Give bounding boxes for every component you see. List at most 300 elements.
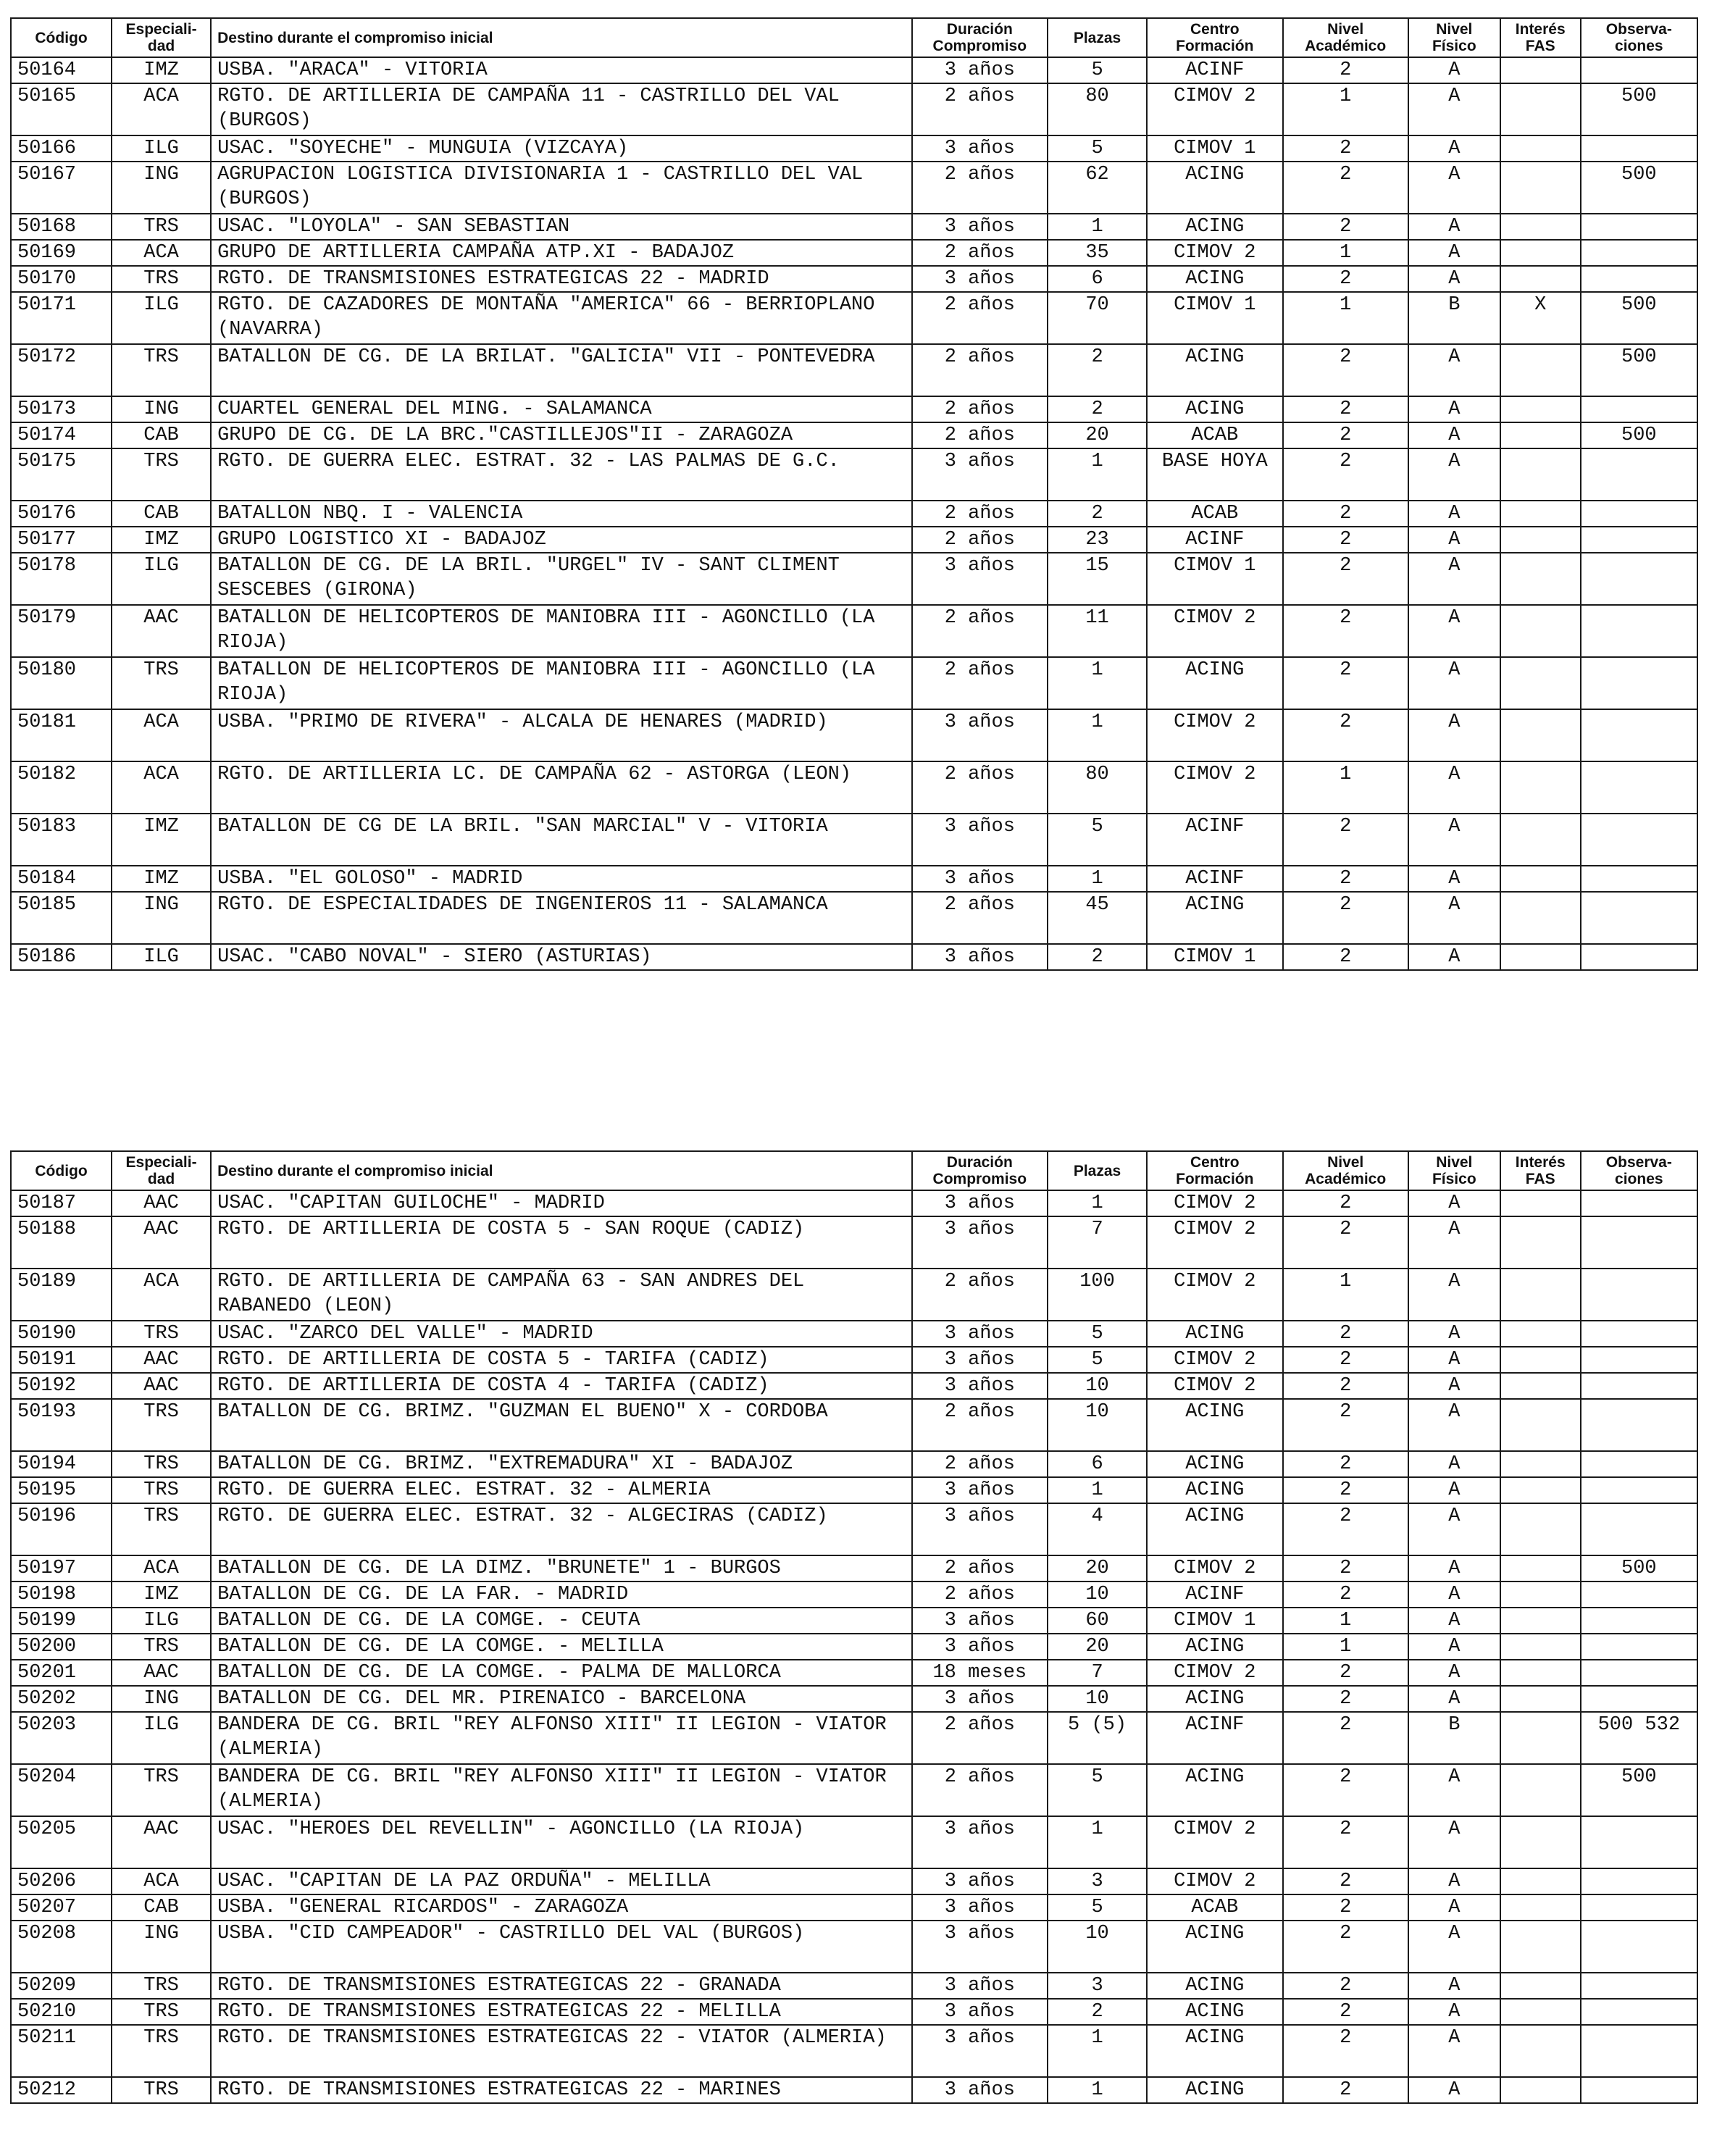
codigo-cell: 50169 [11, 240, 112, 266]
especialidad-cell: ILG [112, 1712, 211, 1764]
centro-cell: ACING [1147, 162, 1282, 214]
codigo-cell: 50208 [11, 1921, 112, 1973]
plazas-cell: 5 [1048, 814, 1147, 866]
observaciones-cell: 500 [1581, 1555, 1697, 1582]
nivel-academico-cell: 2 [1283, 1816, 1408, 1868]
codigo-cell: 50204 [11, 1764, 112, 1816]
centro-cell: ACINF [1147, 1712, 1282, 1764]
nivel-academico-cell: 2 [1283, 605, 1408, 657]
nivel-academico-cell: 1 [1283, 83, 1408, 135]
nivel-fisico-cell: A [1408, 396, 1500, 422]
nivel-academico-cell: 1 [1283, 240, 1408, 266]
observaciones-cell [1581, 57, 1697, 83]
nivel-academico-cell: 2 [1283, 1973, 1408, 1999]
table-row [11, 761, 1697, 814]
codigo-cell: 50176 [11, 501, 112, 527]
header-duracion: Duración Compromiso [912, 18, 1048, 57]
especialidad-cell: TRS [112, 1399, 211, 1451]
duracion-cell: 3 años [912, 266, 1048, 292]
destino-cell: BATALLON DE CG. DEL MR. PIRENAICO - BARCELONA [211, 1686, 911, 1712]
plazas-cell: 10 [1048, 1582, 1147, 1608]
interes-fas-cell [1500, 1634, 1581, 1660]
nivel-academico-cell: 2 [1283, 1503, 1408, 1555]
destino-cell: RGTO. DE GUERRA ELEC. ESTRAT. 32 - ALGECIRAS (CADIZ) [211, 1503, 911, 1555]
duracion-cell: 18 meses [912, 1660, 1048, 1686]
especialidad-cell: ING [112, 1686, 211, 1712]
especialidad-cell: ING [112, 162, 211, 214]
interes-fas-cell [1500, 501, 1581, 527]
destino-cell: BATALLON DE CG. BRIMZ. "EXTREMADURA" XI - BADAJOZ [211, 1451, 911, 1477]
header-codigo: Código [11, 18, 112, 57]
nivel-academico-cell: 2 [1283, 709, 1408, 761]
nivel-academico-cell: 2 [1283, 1999, 1408, 2025]
especialidad-cell: TRS [112, 448, 211, 501]
plazas-cell: 2 [1048, 944, 1147, 970]
table-row [11, 1660, 1697, 1686]
interes-fas-cell [1500, 1712, 1581, 1764]
plazas-cell: 10 [1048, 1373, 1147, 1399]
especialidad-cell: IMZ [112, 866, 211, 892]
centro-cell: CIMOV 1 [1147, 944, 1282, 970]
table-row [11, 266, 1697, 292]
especialidad-cell: ACA [112, 1868, 211, 1894]
plazas-cell: 10 [1048, 1921, 1147, 1973]
especialidad-cell: AAC [112, 1190, 211, 1216]
destino-cell: USAC. "HEROES DEL REVELLIN" - AGONCILLO (LA RIOJA) [211, 1816, 911, 1868]
especialidad-cell: IMZ [112, 1582, 211, 1608]
plazas-cell: 20 [1048, 1555, 1147, 1582]
interes-fas-cell [1500, 1764, 1581, 1816]
codigo-cell: 50184 [11, 866, 112, 892]
especialidad-cell: ACA [112, 709, 211, 761]
interes-fas-cell [1500, 162, 1581, 214]
duracion-cell: 3 años [912, 944, 1048, 970]
observaciones-cell [1581, 1973, 1697, 1999]
header-codigo: Código [11, 1151, 112, 1190]
plazas-cell: 5 [1048, 1894, 1147, 1921]
duracion-cell: 3 años [912, 1686, 1048, 1712]
duracion-cell: 3 años [912, 1634, 1048, 1660]
plazas-cell: 7 [1048, 1660, 1147, 1686]
nivel-academico-cell: 2 [1283, 814, 1408, 866]
header-centro: Centro Formación [1147, 18, 1282, 57]
nivel-academico-cell: 2 [1283, 57, 1408, 83]
nivel-fisico-cell: A [1408, 1269, 1500, 1321]
destino-cell: BATALLON DE CG. BRIMZ. "GUZMAN EL BUENO" X - CORDOBA [211, 1399, 911, 1451]
nivel-academico-cell: 2 [1283, 2077, 1408, 2103]
plazas-cell: 1 [1048, 657, 1147, 709]
observaciones-cell [1581, 1373, 1697, 1399]
plazas-cell: 5 [1048, 1347, 1147, 1373]
table-row [11, 135, 1697, 162]
especialidad-cell: ACA [112, 1555, 211, 1582]
centro-cell: ACING [1147, 1321, 1282, 1347]
interes-fas-cell [1500, 1921, 1581, 1973]
centro-cell: ACINF [1147, 527, 1282, 553]
interes-fas-cell [1500, 1321, 1581, 1347]
destino-cell: CUARTEL GENERAL DEL MING. - SALAMANCA [211, 396, 911, 422]
destino-cell: BANDERA DE CG. BRIL "REY ALFONSO XIII" II LEGION - VIATOR (ALMERIA) [211, 1712, 911, 1764]
nivel-academico-cell: 1 [1283, 1634, 1408, 1660]
especialidad-cell: TRS [112, 1973, 211, 1999]
observaciones-cell [1581, 1347, 1697, 1373]
especialidad-cell: TRS [112, 1321, 211, 1347]
nivel-academico-cell: 2 [1283, 344, 1408, 396]
destino-cell: BANDERA DE CG. BRIL "REY ALFONSO XIII" II LEGION - VIATOR (ALMERIA) [211, 1764, 911, 1816]
interes-fas-cell [1500, 1190, 1581, 1216]
table-row [11, 396, 1697, 422]
header-observaciones: Observa- ciones [1581, 1151, 1697, 1190]
nivel-fisico-cell: A [1408, 240, 1500, 266]
interes-fas-cell [1500, 1999, 1581, 2025]
interes-fas-cell [1500, 1347, 1581, 1373]
header-interes-fas: Interés FAS [1500, 1151, 1581, 1190]
nivel-academico-cell: 2 [1283, 1764, 1408, 1816]
centro-cell: CIMOV 2 [1147, 605, 1282, 657]
centro-cell: BASE HOYA [1147, 448, 1282, 501]
header-interes-fas: Interés FAS [1500, 18, 1581, 57]
duracion-cell: 3 años [912, 1921, 1048, 1973]
nivel-academico-cell: 2 [1283, 1582, 1408, 1608]
plazas-cell: 3 [1048, 1868, 1147, 1894]
observaciones-cell [1581, 266, 1697, 292]
nivel-academico-cell: 2 [1283, 396, 1408, 422]
especialidad-cell: AAC [112, 1373, 211, 1399]
plazas-cell: 20 [1048, 422, 1147, 448]
interes-fas-cell [1500, 83, 1581, 135]
table-row [11, 657, 1697, 709]
observaciones-cell [1581, 214, 1697, 240]
destino-cell: RGTO. DE CAZADORES DE MONTAÑA "AMERICA" 66 - BERRIOPLANO (NAVARRA) [211, 292, 911, 344]
duracion-cell: 3 años [912, 1816, 1048, 1868]
codigo-cell: 50203 [11, 1712, 112, 1764]
destino-cell: BATALLON DE CG. DE LA COMGE. - MELILLA [211, 1634, 911, 1660]
table-row [11, 1582, 1697, 1608]
table-row [11, 1373, 1697, 1399]
especialidad-cell: ING [112, 892, 211, 944]
destino-cell: BATALLON DE CG. DE LA BRILAT. "GALICIA" VII - PONTEVEDRA [211, 344, 911, 396]
plazas-cell: 10 [1048, 1686, 1147, 1712]
interes-fas-cell [1500, 657, 1581, 709]
interes-fas-cell [1500, 944, 1581, 970]
codigo-cell: 50165 [11, 83, 112, 135]
table-row [11, 422, 1697, 448]
destino-cell: RGTO. DE TRANSMISIONES ESTRATEGICAS 22 - MARINES [211, 2077, 911, 2103]
duracion-cell: 3 años [912, 1477, 1048, 1503]
centro-cell: ACING [1147, 344, 1282, 396]
destino-cell: BATALLON DE CG. DE LA BRIL. "URGEL" IV - SANT CLIMENT SESCEBES (GIRONA) [211, 553, 911, 605]
centro-cell: ACING [1147, 396, 1282, 422]
observaciones-cell [1581, 605, 1697, 657]
duracion-cell: 3 años [912, 1321, 1048, 1347]
nivel-fisico-cell: A [1408, 944, 1500, 970]
interes-fas-cell [1500, 709, 1581, 761]
table-row [11, 866, 1697, 892]
observaciones-cell [1581, 657, 1697, 709]
codigo-cell: 50172 [11, 344, 112, 396]
table-row [11, 240, 1697, 266]
nivel-fisico-cell: A [1408, 501, 1500, 527]
table-row [11, 2077, 1697, 2103]
destino-cell: USBA. "PRIMO DE RIVERA" - ALCALA DE HENARES (MADRID) [211, 709, 911, 761]
destinations-table-1 [10, 17, 1698, 971]
nivel-fisico-cell: A [1408, 1764, 1500, 1816]
nivel-academico-cell: 2 [1283, 1921, 1408, 1973]
nivel-fisico-cell: A [1408, 1582, 1500, 1608]
nivel-academico-cell: 2 [1283, 422, 1408, 448]
header-especialidad: Especiali- dad [112, 1151, 211, 1190]
plazas-cell: 62 [1048, 162, 1147, 214]
interes-fas-cell [1500, 448, 1581, 501]
destino-cell: RGTO. DE ESPECIALIDADES DE INGENIEROS 11 - SALAMANCA [211, 892, 911, 944]
nivel-fisico-cell: A [1408, 527, 1500, 553]
duracion-cell: 2 años [912, 1712, 1048, 1764]
table-row [11, 814, 1697, 866]
centro-cell: ACAB [1147, 1894, 1282, 1921]
plazas-cell: 1 [1048, 448, 1147, 501]
table-row [11, 1347, 1697, 1373]
plazas-cell: 15 [1048, 553, 1147, 605]
plazas-cell: 2 [1048, 501, 1147, 527]
nivel-academico-cell: 2 [1283, 162, 1408, 214]
duracion-cell: 3 años [912, 1894, 1048, 1921]
codigo-cell: 50202 [11, 1686, 112, 1712]
destino-cell: GRUPO DE CG. DE LA BRC."CASTILLEJOS"II - ZARAGOZA [211, 422, 911, 448]
interes-fas-cell [1500, 1660, 1581, 1686]
especialidad-cell: ACA [112, 83, 211, 135]
nivel-academico-cell: 2 [1283, 266, 1408, 292]
destino-cell: AGRUPACION LOGISTICA DIVISIONARIA 1 - CASTRILLO DEL VAL (BURGOS) [211, 162, 911, 214]
destino-cell: RGTO. DE ARTILLERIA LC. DE CAMPAÑA 62 - ASTORGA (LEON) [211, 761, 911, 814]
plazas-cell: 80 [1048, 761, 1147, 814]
nivel-fisico-cell: A [1408, 1190, 1500, 1216]
especialidad-cell: TRS [112, 1634, 211, 1660]
plazas-cell: 6 [1048, 1451, 1147, 1477]
codigo-cell: 50183 [11, 814, 112, 866]
observaciones-cell [1581, 1503, 1697, 1555]
especialidad-cell: TRS [112, 214, 211, 240]
duracion-cell: 2 años [912, 605, 1048, 657]
codigo-cell: 50194 [11, 1451, 112, 1477]
table-row [11, 57, 1697, 83]
codigo-cell: 50181 [11, 709, 112, 761]
observaciones-cell [1581, 1477, 1697, 1503]
observaciones-cell [1581, 1921, 1697, 1973]
table-row [11, 1999, 1697, 2025]
duracion-cell: 2 años [912, 240, 1048, 266]
centro-cell: ACING [1147, 1999, 1282, 2025]
destino-cell: RGTO. DE GUERRA ELEC. ESTRAT. 32 - LAS PALMAS DE G.C. [211, 448, 911, 501]
observaciones-cell: 500 532 [1581, 1712, 1697, 1764]
observaciones-cell [1581, 1868, 1697, 1894]
nivel-fisico-cell: A [1408, 709, 1500, 761]
plazas-cell: 10 [1048, 1399, 1147, 1451]
codigo-cell: 50187 [11, 1190, 112, 1216]
plazas-cell: 5 (5) [1048, 1712, 1147, 1764]
destino-cell: BATALLON NBQ. I - VALENCIA [211, 501, 911, 527]
interes-fas-cell [1500, 396, 1581, 422]
especialidad-cell: ACA [112, 1269, 211, 1321]
observaciones-cell [1581, 892, 1697, 944]
destino-cell: BATALLON DE HELICOPTEROS DE MANIOBRA III - AGONCILLO (LA RIOJA) [211, 605, 911, 657]
nivel-fisico-cell: A [1408, 866, 1500, 892]
especialidad-cell: ILG [112, 944, 211, 970]
duracion-cell: 2 años [912, 344, 1048, 396]
centro-cell: CIMOV 1 [1147, 1608, 1282, 1634]
interes-fas-cell [1500, 892, 1581, 944]
nivel-academico-cell: 1 [1283, 1608, 1408, 1634]
centro-cell: ACING [1147, 2025, 1282, 2077]
header-centro: Centro Formación [1147, 1151, 1282, 1190]
codigo-cell: 50196 [11, 1503, 112, 1555]
centro-cell: ACINF [1147, 814, 1282, 866]
plazas-cell: 2 [1048, 396, 1147, 422]
observaciones-cell [1581, 1686, 1697, 1712]
nivel-academico-cell: 2 [1283, 1399, 1408, 1451]
interes-fas-cell [1500, 1503, 1581, 1555]
centro-cell: ACING [1147, 1634, 1282, 1660]
interes-fas-cell [1500, 1555, 1581, 1582]
duracion-cell: 3 años [912, 135, 1048, 162]
destino-cell: USAC. "CAPITAN GUILOCHE" - MADRID [211, 1190, 911, 1216]
centro-cell: CIMOV 1 [1147, 135, 1282, 162]
duracion-cell: 2 años [912, 657, 1048, 709]
codigo-cell: 50200 [11, 1634, 112, 1660]
duracion-cell: 2 años [912, 761, 1048, 814]
nivel-fisico-cell: A [1408, 657, 1500, 709]
destino-cell: USBA. "EL GOLOSO" - MADRID [211, 866, 911, 892]
especialidad-cell: AAC [112, 1816, 211, 1868]
observaciones-cell: 500 [1581, 344, 1697, 396]
observaciones-cell [1581, 944, 1697, 970]
destino-cell: RGTO. DE TRANSMISIONES ESTRATEGICAS 22 - VIATOR (ALMERIA) [211, 2025, 911, 2077]
plazas-cell: 2 [1048, 344, 1147, 396]
codigo-cell: 50164 [11, 57, 112, 83]
table-row [11, 1921, 1697, 1973]
codigo-cell: 50170 [11, 266, 112, 292]
duracion-cell: 3 años [912, 448, 1048, 501]
especialidad-cell: TRS [112, 344, 211, 396]
destino-cell: RGTO. DE ARTILLERIA DE CAMPAÑA 11 - CASTRILLO DEL VAL (BURGOS) [211, 83, 911, 135]
especialidad-cell: ING [112, 396, 211, 422]
plazas-cell: 6 [1048, 266, 1147, 292]
nivel-academico-cell: 2 [1283, 1190, 1408, 1216]
centro-cell: ACINF [1147, 866, 1282, 892]
duracion-cell: 3 años [912, 1868, 1048, 1894]
observaciones-cell [1581, 1321, 1697, 1347]
especialidad-cell: TRS [112, 2077, 211, 2103]
especialidad-cell: ING [112, 1921, 211, 1973]
nivel-academico-cell: 2 [1283, 448, 1408, 501]
especialidad-cell: IMZ [112, 527, 211, 553]
nivel-fisico-cell: A [1408, 553, 1500, 605]
observaciones-cell [1581, 396, 1697, 422]
codigo-cell: 50198 [11, 1582, 112, 1608]
duracion-cell: 3 años [912, 214, 1048, 240]
nivel-fisico-cell: A [1408, 605, 1500, 657]
centro-cell: CIMOV 2 [1147, 83, 1282, 135]
especialidad-cell: IMZ [112, 57, 211, 83]
nivel-fisico-cell: A [1408, 1686, 1500, 1712]
nivel-fisico-cell: A [1408, 2077, 1500, 2103]
centro-cell: ACINF [1147, 57, 1282, 83]
nivel-fisico-cell: A [1408, 422, 1500, 448]
nivel-fisico-cell: A [1408, 892, 1500, 944]
codigo-cell: 50210 [11, 1999, 112, 2025]
nivel-fisico-cell: A [1408, 83, 1500, 135]
destino-cell: RGTO. DE ARTILLERIA DE COSTA 5 - SAN ROQUE (CADIZ) [211, 1216, 911, 1269]
destino-cell: USBA. "CID CAMPEADOR" - CASTRILLO DEL VAL (BURGOS) [211, 1921, 911, 1973]
plazas-cell: 35 [1048, 240, 1147, 266]
duracion-cell: 3 años [912, 1973, 1048, 1999]
interes-fas-cell [1500, 527, 1581, 553]
nivel-fisico-cell: A [1408, 1816, 1500, 1868]
nivel-fisico-cell: A [1408, 1555, 1500, 1582]
centro-cell: ACING [1147, 1764, 1282, 1816]
duracion-cell: 3 años [912, 709, 1048, 761]
observaciones-cell [1581, 1634, 1697, 1660]
especialidad-cell: AAC [112, 605, 211, 657]
duracion-cell: 3 años [912, 1608, 1048, 1634]
codigo-cell: 50175 [11, 448, 112, 501]
plazas-cell: 60 [1048, 1608, 1147, 1634]
codigo-cell: 50174 [11, 422, 112, 448]
nivel-fisico-cell: A [1408, 1660, 1500, 1686]
centro-cell: CIMOV 2 [1147, 1190, 1282, 1216]
duracion-cell: 2 años [912, 1399, 1048, 1451]
codigo-cell: 50166 [11, 135, 112, 162]
codigo-cell: 50201 [11, 1660, 112, 1686]
duracion-cell: 3 años [912, 57, 1048, 83]
nivel-fisico-cell: A [1408, 1373, 1500, 1399]
centro-cell: CIMOV 2 [1147, 709, 1282, 761]
plazas-cell: 5 [1048, 1764, 1147, 1816]
especialidad-cell: AAC [112, 1347, 211, 1373]
destino-cell: USAC. "SOYECHE" - MUNGUIA (VIZCAYA) [211, 135, 911, 162]
table-row [11, 709, 1697, 761]
nivel-academico-cell: 2 [1283, 944, 1408, 970]
duracion-cell: 2 años [912, 1269, 1048, 1321]
centro-cell: CIMOV 2 [1147, 1816, 1282, 1868]
nivel-fisico-cell: A [1408, 1868, 1500, 1894]
nivel-academico-cell: 2 [1283, 1660, 1408, 1686]
observaciones-cell [1581, 1660, 1697, 1686]
interes-fas-cell [1500, 1373, 1581, 1399]
plazas-cell: 1 [1048, 1190, 1147, 1216]
destino-cell: USBA. "GENERAL RICARDOS" - ZARAGOZA [211, 1894, 911, 1921]
destino-cell: GRUPO DE ARTILLERIA CAMPAÑA ATP.XI - BADAJOZ [211, 240, 911, 266]
nivel-fisico-cell: A [1408, 814, 1500, 866]
observaciones-cell [1581, 448, 1697, 501]
centro-cell: ACING [1147, 892, 1282, 944]
table-row [11, 1894, 1697, 1921]
interes-fas-cell [1500, 761, 1581, 814]
table-row [11, 527, 1697, 553]
codigo-cell: 50207 [11, 1894, 112, 1921]
observaciones-cell: 500 [1581, 83, 1697, 135]
header-observaciones: Observa- ciones [1581, 18, 1697, 57]
especialidad-cell: CAB [112, 422, 211, 448]
codigo-cell: 50178 [11, 553, 112, 605]
codigo-cell: 50197 [11, 1555, 112, 1582]
interes-fas-cell [1500, 1868, 1581, 1894]
centro-cell: ACING [1147, 657, 1282, 709]
nivel-fisico-cell: A [1408, 57, 1500, 83]
table-row [11, 162, 1697, 214]
centro-cell: CIMOV 1 [1147, 553, 1282, 605]
centro-cell: CIMOV 2 [1147, 1216, 1282, 1269]
interes-fas-cell [1500, 1816, 1581, 1868]
